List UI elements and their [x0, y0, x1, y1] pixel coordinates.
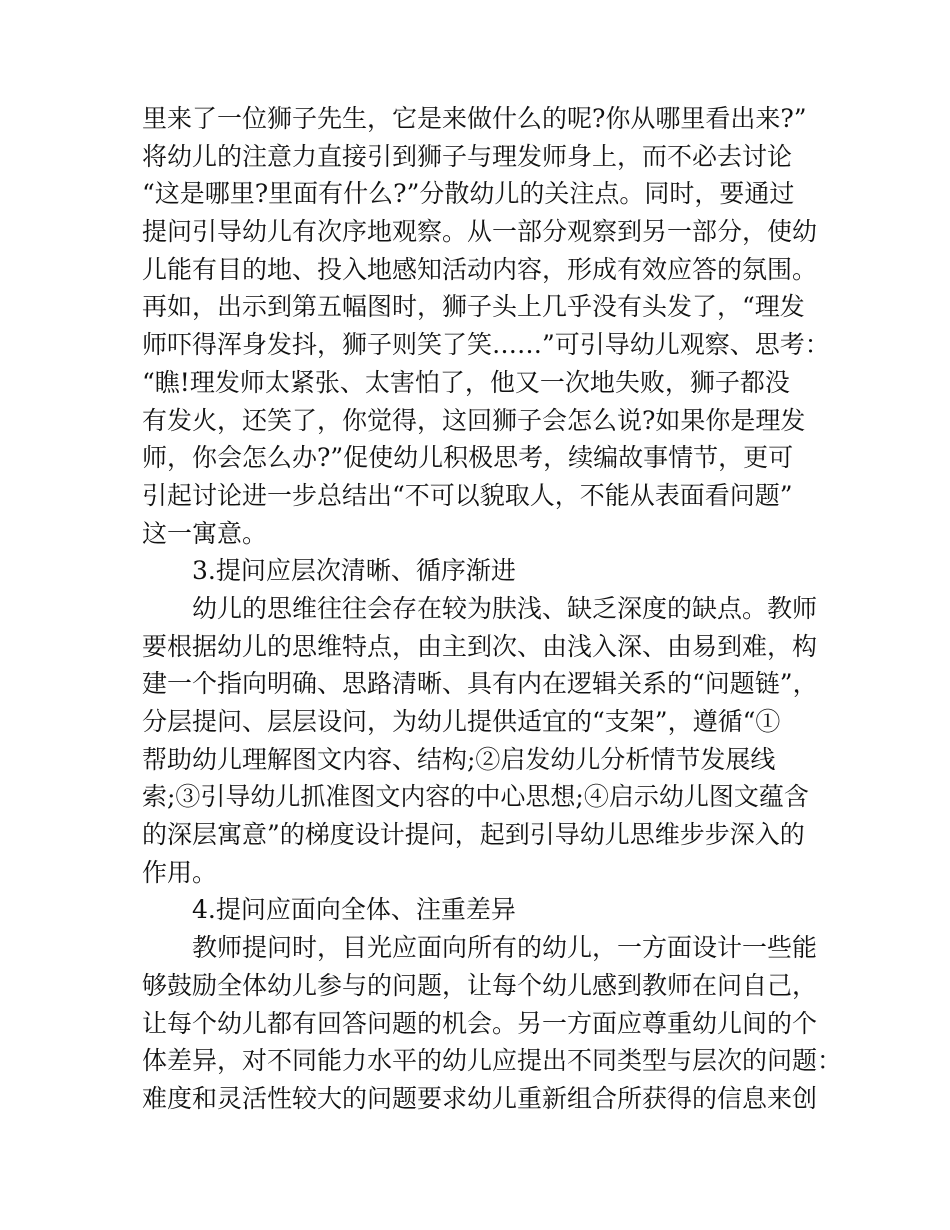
text-line: 让每个幼儿都有回答问题的机会。另一方面应尊重幼儿间的个: [142, 1008, 818, 1038]
text-line: 这一寓意。: [142, 518, 268, 548]
text-line: 有发火，还笑了，你觉得，这回狮子会怎么说?如果你是理发: [142, 405, 806, 435]
text-line: 作用。: [142, 857, 218, 887]
text-line: 要根据幼儿的思维特点，由主到次、由浅入深、由易到难，构: [142, 631, 818, 661]
text-line: 建一个指向明确、思路清晰、具有内在逻辑关系的“问题链”，: [142, 669, 818, 699]
text-line: 索;③引导幼儿抓准图文内容的中心思想;④启示幼儿图文蕴含: [142, 782, 809, 812]
body-text: [142, 100, 843, 1118]
text-line: 再如，出示到第五幅图时，狮子头上几乎没有头发了，“理发: [142, 292, 805, 322]
text-line: 提问引导幼儿有次序地观察。从一部分观察到另一部分，使幼: [142, 217, 818, 247]
text-line: 难度和灵活性较大的问题要求幼儿重新组合所获得的信息来创: [142, 1083, 818, 1113]
section-heading: 3.提问应层次清晰、循序渐进: [192, 556, 516, 586]
text-line: 将幼儿的注意力直接引到狮子与理发师身上，而不必去讨论: [142, 141, 793, 171]
text-line: “这是哪里?里面有什么?”分散幼儿的关注点。同时，要通过: [142, 179, 795, 209]
text-line: 帮助幼儿理解图文内容、结构;②启发幼儿分析情节发展线: [142, 744, 776, 774]
section-heading: 4.提问应面向全体、注重差异: [192, 895, 516, 925]
text-line: 师吓得浑身发抖，狮子则笑了笑……”可引导幼儿观察、思考：: [142, 330, 830, 360]
text-line: 教师提问时，目光应面向所有的幼儿，一方面设计一些能: [192, 933, 818, 963]
text-line: 够鼓励全体幼儿参与的问题，让每个幼儿感到教师在问自己，: [142, 970, 818, 1000]
text-line: 儿能有目的地、投入地感知活动内容，形成有效应答的氛围。: [142, 254, 818, 284]
text-line: 幼儿的思维往往会存在较为肤浅、缺乏深度的缺点。教师: [192, 593, 818, 623]
text-line: 师，你会怎么办?”促使幼儿积极思考，续编故事情节，更可: [142, 443, 794, 473]
text-line: 分层提问、层层设问，为幼儿提供适宜的“支架”，遵循“①: [142, 707, 781, 736]
text-line: “瞧!理发师太紧张、太害怕了，他又一次地失败，狮子都没: [142, 367, 790, 397]
text-line: 引起讨论进一步总结出“不可以貌取人，不能从表面看问题”: [142, 480, 793, 510]
text-line: 里来了一位狮子先生，它是来做什么的呢?你从哪里看出来?”: [142, 104, 807, 133]
text-line: 体差异，对不同能力水平的幼儿应提出不同类型与层次的问题：: [142, 1046, 843, 1076]
text-line: 的深层寓意”的梯度设计提问，起到引导幼儿思维步步深入的: [142, 820, 805, 850]
